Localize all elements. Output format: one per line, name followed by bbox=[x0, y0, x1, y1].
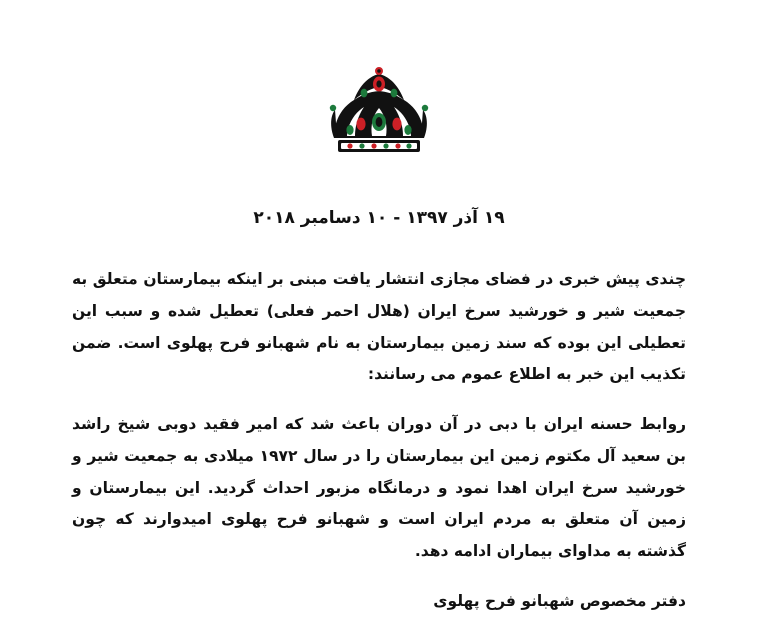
document-body bbox=[72, 264, 686, 618]
signature-line: دفتر مخصوص شهبانو فرح پهلوی bbox=[433, 591, 686, 610]
paragraph-2: روابط حسنه ایران با دبی در آن دوران باعث شد که امیر فقید دوبی شیخ راشد بن سعید آل مکتوم زمین این بیمارستان را در سال ۱۹۷۲ میلادی به جمعیت شیر و خورشید سرخ ایران اهدا نمود و درمانگاه مزبور احداث گردید. این بیمارستان و زمین آن متعلق به مردم ایران است و شهبانو فرح پهلوی امیدوارند که چون گذشته به مداوای بیماران ادامه دهد. bbox=[72, 415, 686, 561]
pahlavi-crown-emblem-icon bbox=[314, 66, 444, 162]
paragraph-1: چندی پیش خبری در فضای مجازی انتشار یافت مبنی بر اینکه بیمارستان متعلق به جمعیت شیر و خورشید سرخ ایران (هلال احمر فعلی) تعطیل شده و سبب این تعطیلی این بوده که سند زمین بیمارستان به نام شهبانو فرح پهلوی است. ضمن تکذیب این خبر به اطلاع عموم می رسانند: bbox=[72, 270, 686, 384]
emblem-container bbox=[72, 0, 686, 176]
document-date: ۱۹ آذر ۱۳۹۷ - ۱۰ دسامبر ۲۰۱۸ bbox=[253, 208, 505, 228]
